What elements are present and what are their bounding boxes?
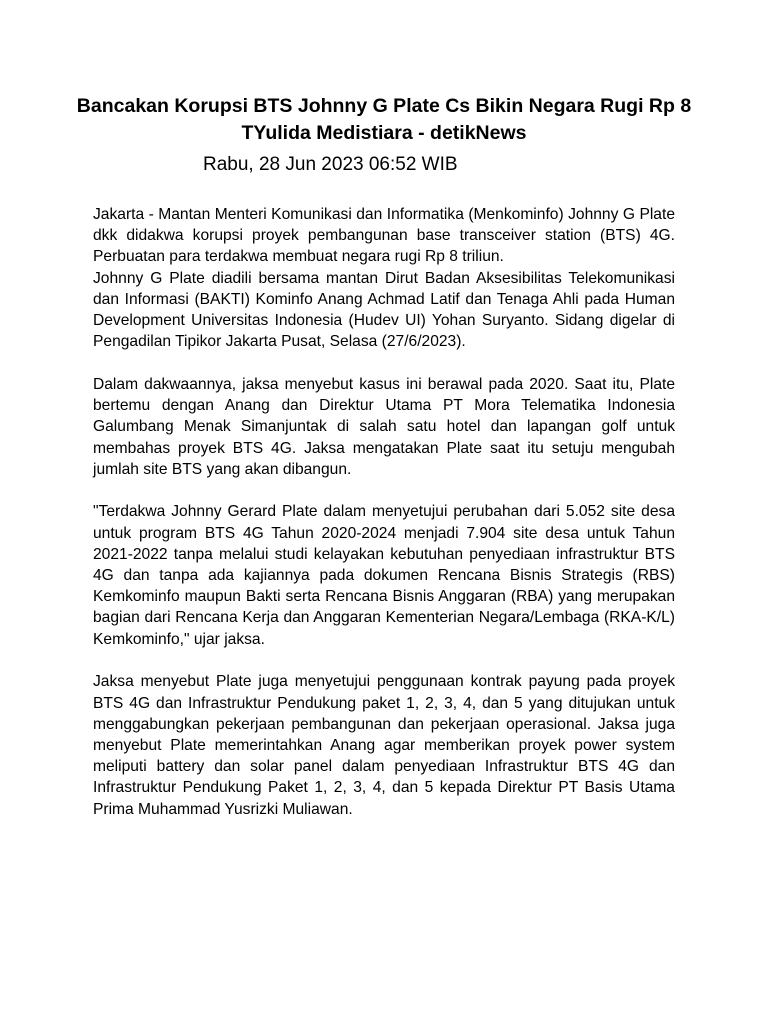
- article-paragraph-3: Dalam dakwaannya, jaksa menyebut kasus ini berawal pada 2020. Saat itu, Plate bertemu dengan Anang dan Direktur Utama PT Mora Telematika Indonesia Galumbang Menak Simanjuntak di salah satu hotel dan lapangan golf untuk membahas proyek BTS 4G. Jaksa mengatakan Plate saat itu setuju mengubah jumlah site BTS yang akan dibangun.: [93, 375, 675, 478]
- article-paragraph-5: Jaksa menyebut Plate juga menyetujui penggunaan kontrak payung pada proyek BTS 4G dan Infrastruktur Pendukung paket 1, 2, 3, 4, dan 5 yang ditujukan untuk menggabungkan pekerjaan pembangunan dan pekerjaan operasional. Jaksa juga menyebut Plate memerintahkan Anang agar memberikan proyek power system meliputi battery dan solar panel dalam penyediaan Infrastruktur BTS 4G dan Infrastruktur Pendukung Paket 1, 2, 3, 4, dan 5 kepada Direktur PT Basis Utama Prima Muhammad Yusrizki Muliawan.: [93, 673, 675, 818]
- article-date: Rabu, 28 Jun 2023 06:52 WIB: [203, 154, 458, 175]
- article-paragraph-1: Jakarta - Mantan Menteri Komunikasi dan Informatika (Menkominfo) Johnny G Plate dkk didakwa korupsi proyek pembangunan base transceiver station (BTS) 4G. Perbuatan para terdakwa membuat negara rugi Rp 8 triliun.: [93, 206, 675, 266]
- article-title: Bancakan Korupsi BTS Johnny G Plate Cs Bikin Negara Rugi Rp 8 TYulida Medistiara - detikNews: [76, 95, 692, 144]
- article-paragraph-4: "Terdakwa Johnny Gerard Plate dalam menyetujui perubahan dari 5.052 site desa untuk program BTS 4G Tahun 2020-2024 menjadi 7.904 site desa untuk Tahun 2021-2022 tanpa melalui studi kelayakan kebutuhan penyediaan infrastruktur BTS 4G dan tanpa ada kajiannya pada dokumen Rencana Bisnis Strategis (RBS) Kemkominfo maupun Bakti serta Rencana Bisnis Anggaran (RBA) yang merupakan bagian dari Rencana Kerja dan Anggaran Kementerian Negara/Lembaga (RKA-K/L) Kemkominfo," ujar jaksa.: [93, 503, 675, 648]
- article-body: [93, 204, 675, 841]
- article-paragraph-2: Johnny G Plate diadili bersama mantan Dirut Badan Aksesibilitas Telekomunikasi dan Informasi (BAKTI) Kominfo Anang Achmad Latif dan Tenaga Ahli pada Human Development Universitas Indonesia (Hudev UI) Yohan Suryanto. Sidang digelar di Pengadilan Tipikor Jakarta Pusat, Selasa (27/6/2023).: [93, 269, 675, 351]
